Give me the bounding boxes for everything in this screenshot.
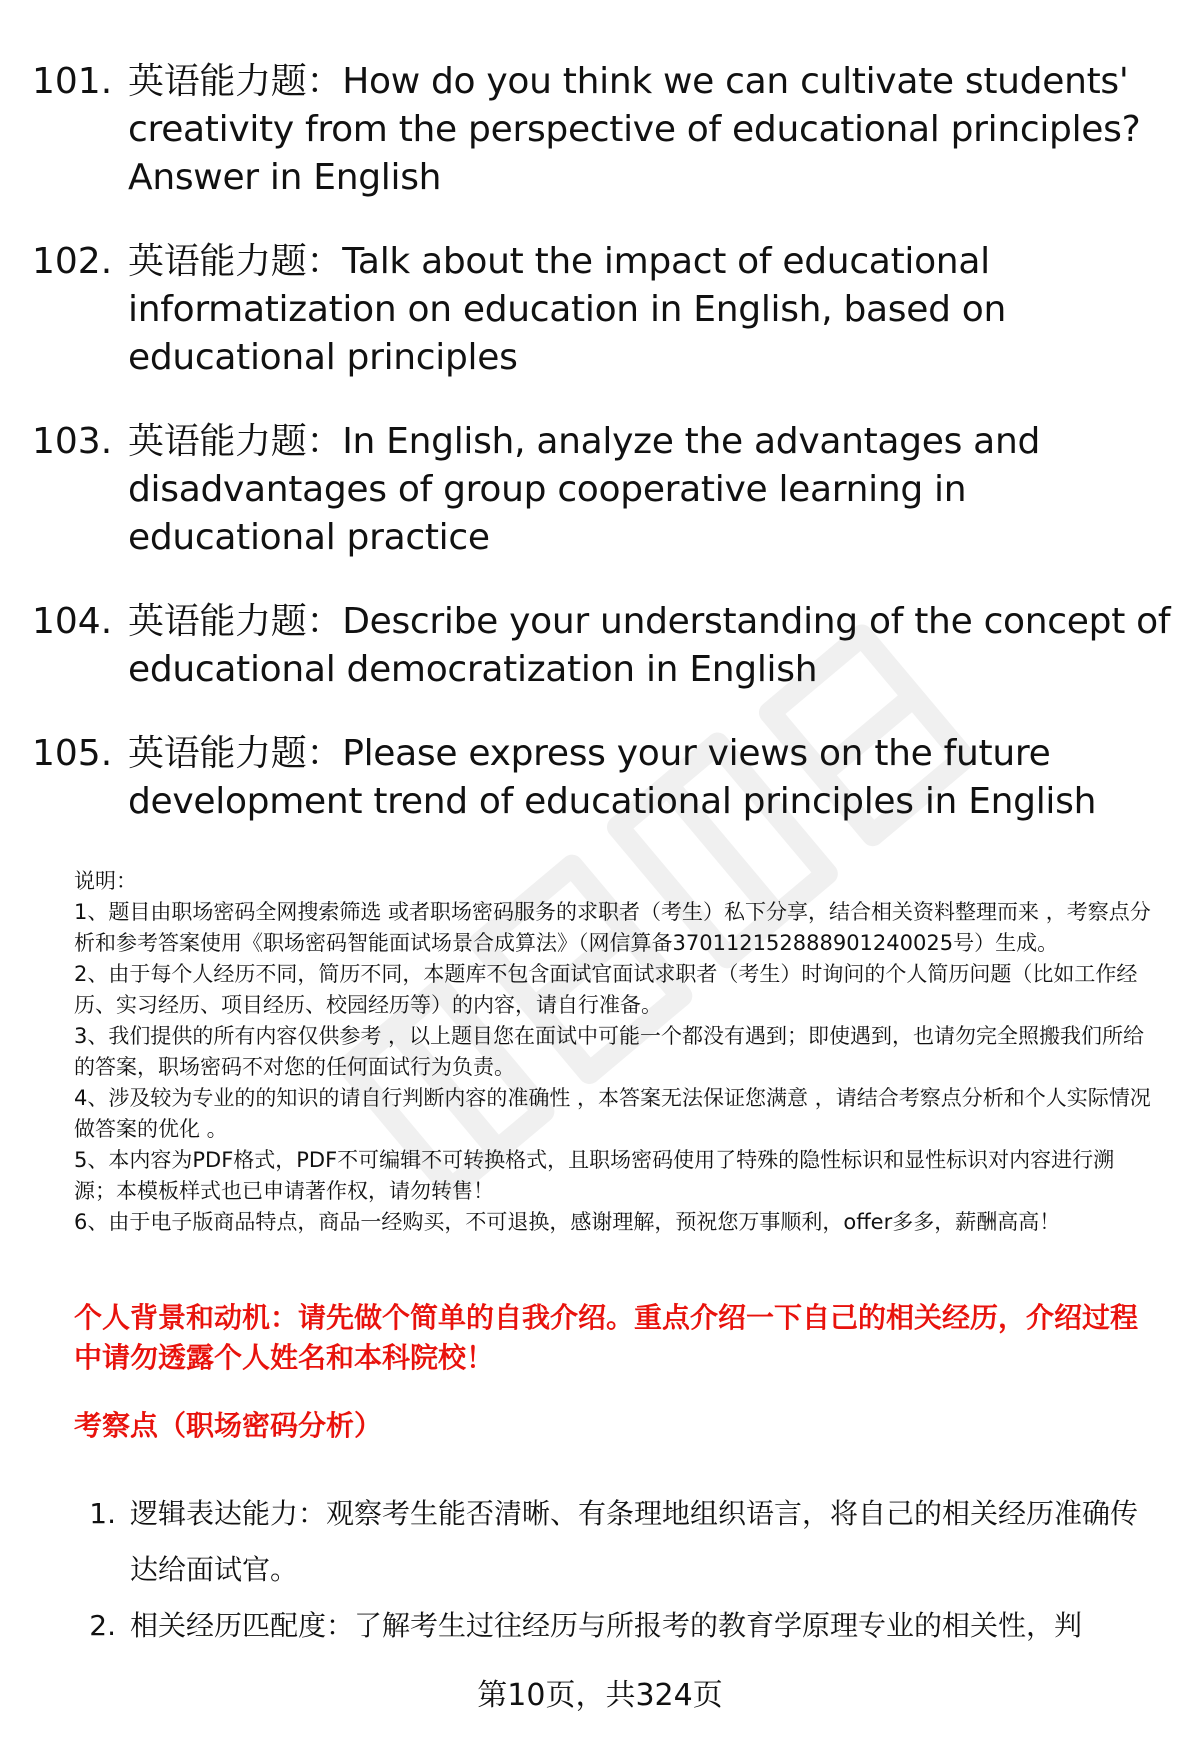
note-item: 4、涉及较为专业的的知识的请自行判断内容的准确性 ，本答案无法保证您满意 ，请结合考察点分析和个人实际情况做答案的优化 。: [74, 1086, 1151, 1141]
analysis-point: [74, 1486, 1154, 1598]
question-number: 101.: [32, 61, 113, 102]
question-list: [32, 58, 1172, 862]
question-text: 英语能力题：How do you think we can cultivate students' creativity from the perspective of educational principles? Answer in English: [128, 61, 1141, 198]
question-item: [32, 58, 1172, 202]
analysis-points: [74, 1486, 1154, 1654]
question-number: 104.: [32, 601, 113, 642]
note-item: 3、我们提供的所有内容仅供参考 ，以上题目您在面试中可能一个都没有遇到；即使遇到，也请勿完全照搬我们所给的答案，职场密码不对您的任何面试行为负责。: [74, 1024, 1145, 1079]
notes-title: 说明：: [74, 869, 137, 893]
note-item: 2、由于每个人经历不同，简历不同，本题库不包含面试官面试求职者（考生）时询问的个人简历问题（比如工作经历、实习经历、项目经历、校园经历等）的内容，请自行准备。: [74, 962, 1138, 1017]
question-number: 102.: [32, 241, 113, 282]
question-item: [32, 730, 1172, 826]
question-item: [32, 598, 1172, 694]
page-footer: 第10页，共324页: [477, 1678, 723, 1713]
note-item: 1、题目由职场密码全网搜索筛选 或者职场密码服务的求职者（考生）私下分享，结合相关资料整理而来 ，考察点分析和参考答案使用《职场密码智能面试场景合成算法》（网信算备370112152888901240025号）生成。: [74, 900, 1151, 955]
point-number: 2.: [89, 1609, 116, 1642]
point-text: 逻辑表达能力：观察考生能否清晰、有条理地组织语言，将自己的相关经历准确传达给面试官。: [130, 1497, 1139, 1586]
point-text: 相关经历匹配度：了解考生过往经历与所报考的教育学原理专业的相关性，判: [130, 1609, 1083, 1642]
question-text: 英语能力题：In English, analyze the advantages and disadvantages of group cooperative learning in educational practice: [128, 421, 1041, 558]
question-text: 英语能力题：Talk about the impact of educational informatization on education in English, based on educational principles: [128, 241, 1007, 378]
analysis-point: [74, 1598, 1154, 1654]
question-heading: 个人背景和动机：请先做个简单的自我介绍。重点介绍一下自己的相关经历，介绍过程中请勿透露个人姓名和本科院校！: [74, 1301, 1139, 1374]
note-item: 6、由于电子版商品特点，商品一经购买，不可退换，感谢理解，预祝您万事顺利，offer多多，薪酬高高！: [74, 1210, 1061, 1234]
question-item: [32, 238, 1172, 382]
note-item: 5、本内容为PDF格式，PDF不可编辑不可转换格式，且职场密码使用了特殊的隐性标识和显性标识对内容进行溯源；本模板样式也已申请著作权，请勿转售！: [74, 1148, 1115, 1203]
question-text: 英语能力题：Describe your understanding of the concept of educational democratization in English: [128, 601, 1171, 690]
question-text: 英语能力题：Please express your views on the future development trend of educational principles in English: [128, 733, 1097, 822]
analysis-heading: 考察点（职场密码分析）: [74, 1409, 383, 1442]
question-item: [32, 418, 1172, 562]
question-number: 105.: [32, 733, 113, 774]
notes-section: [74, 866, 1154, 1238]
question-number: 103.: [32, 421, 113, 462]
point-number: 1.: [89, 1497, 116, 1530]
